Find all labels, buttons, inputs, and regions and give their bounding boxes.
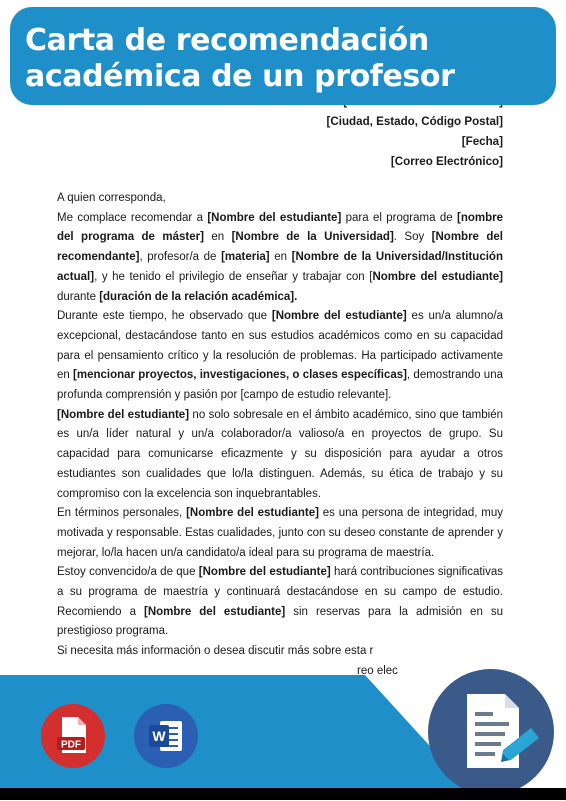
placeholder-program-name: [nombre del programa de máster]	[57, 211, 503, 244]
city-state-zip-line: [Ciudad, Estado, Código Postal]	[326, 115, 503, 128]
text: para el programa de	[341, 211, 457, 224]
document-edit-icon	[427, 668, 555, 796]
title-banner	[10, 7, 556, 105]
word-file-icon[interactable]	[133, 703, 199, 769]
text: es un/a alumno/a excepcional, destacándose tanto en sus estudios académicos como en su capacidad para el pensamiento crítico y la resolución de problemas. Ha participado activamente en	[57, 310, 504, 382]
placeholder-university-name: [Nombre de la Universidad]	[231, 231, 394, 244]
paragraph-personal-qualities	[57, 504, 503, 563]
text: no solo sobresale en el ámbito académico, sino que también es un/a líder natural y un/a colaborador/a valioso/a en proyectos de grupo. Su capacidad para comunicarse eficazmente y su disposición para ayudar a otros estudiantes son cualidades que lo/la distinguen. Además, su ética de trabajo y su compromiso con la excelencia son inquebrantables.	[57, 408, 503, 500]
placeholder-student-name: [Nombre del estudiante]	[186, 507, 319, 520]
word-label: W	[152, 728, 166, 744]
placeholder-student-name: [Nombre del estudiante]	[143, 605, 286, 618]
text: hará contribuciones significativas a su programa de maestría y continuará destacándose en su campo de estudio. Recomiendo a	[57, 566, 503, 618]
pdf-label: PDF	[61, 739, 81, 751]
text: , y he tenido el privilegio de enseñar y trabajar con [	[94, 270, 373, 283]
paragraph-introduction	[57, 209, 503, 308]
text: Estoy convencido/a de que	[57, 566, 199, 579]
text: Durante este tiempo, he observado que	[57, 310, 272, 323]
text: . Soy	[393, 231, 432, 244]
email-line: [Correo Electrónico]	[390, 155, 503, 168]
placeholder-projects: [mencionar proyectos, investigaciones, o clases específicas]	[73, 369, 407, 382]
bottom-bar	[0, 788, 566, 800]
page-title: Carta de recomendación académica de un profesor	[25, 23, 455, 94]
placeholder-student-name: [Nombre del estudiante]	[271, 310, 407, 323]
placeholder-student-name: [Nombre del estudiante]	[198, 566, 331, 579]
text: En términos personales,	[57, 507, 187, 520]
text: en	[269, 251, 292, 264]
paragraph-conclusion	[57, 563, 503, 642]
placeholder-student-name: [Nombre del estudiante]	[57, 408, 190, 421]
greeting: A quien corresponda,	[57, 192, 166, 204]
text: , profesor/a de	[139, 251, 222, 264]
text: sin reservas para la admisión en su prestigioso programa.	[57, 605, 503, 638]
pdf-file-icon[interactable]	[40, 703, 106, 769]
paragraph-leadership	[57, 406, 503, 505]
placeholder-recommender-name: [Nombre del recomendante]	[57, 231, 503, 264]
text: es una persona de integridad, muy motivada y responsable. Estas cualidades, junto con su deseo constante de aprender y mejorar, lo/la hacen un/a candidato/a ideal para su programa de maestría.	[57, 507, 503, 559]
text: , demostrando una profunda comprensión y pasión por [campo de estudio relevante].	[57, 369, 503, 402]
placeholder-student-name: Nombre del estudiante]	[372, 270, 503, 283]
letter-body	[57, 189, 503, 682]
text: durante	[57, 290, 100, 303]
text: en	[203, 231, 232, 244]
placeholder-current-institution: [Nombre de la Universidad/Institución actual]	[57, 251, 503, 283]
paragraph-contact-partial: Si necesita más información o desea discutir más sobre esta r	[57, 645, 374, 658]
paragraph-academic-performance	[57, 307, 503, 406]
paragraph-email-partial: reo elec	[357, 664, 398, 677]
date-line: [Fecha]	[461, 135, 503, 148]
placeholder-relationship-duration: [duración de la relación académica].	[99, 290, 298, 303]
placeholder-subject: [materia]	[221, 251, 270, 264]
text: Me complace recomendar a	[57, 211, 208, 224]
placeholder-student-name: [Nombre del estudiante]	[207, 211, 342, 224]
